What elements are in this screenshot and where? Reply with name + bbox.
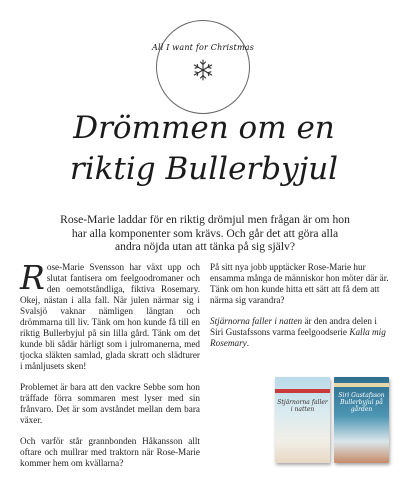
snowflake-icon	[192, 59, 214, 86]
lead-paragraph: Rose-Marie laddar för en riktig drömjul men frågan är om hon har alla komponenter som krävs. Och går det att göra alla andra nöjda utan att tänka på sig själv?	[60, 213, 350, 253]
christmas-badge	[151, 20, 255, 114]
title-line-2: riktig Bullerbyjul	[69, 151, 339, 187]
article-title	[0, 108, 408, 190]
series-title-text: Kalla mig Rosemary	[210, 327, 386, 348]
right-column	[210, 262, 390, 359]
left-column	[20, 258, 200, 479]
book-cover-2	[334, 377, 389, 463]
right-paragraph-1: På sitt nya jobb upptäcker Rose-Marie hur ensamma många de människor hon möter där är. Tänk om hon kunde hitta ett sätt att få dem att närma sig varandra?	[210, 262, 389, 305]
book-1-band	[275, 389, 330, 393]
right-paragraph-2-end: .	[246, 338, 250, 348]
drop-cap: R	[20, 258, 45, 297]
left-paragraph-3: Och varför står grannbonden Håkansson allt oftare och mullrar med traktorn när Rose-Marie kommer hem om kvällarna?	[20, 436, 200, 468]
right-paragraph-2-mid: är den andra delen i Siri Gustafssons varma feelgoodserie	[210, 316, 377, 337]
title-line-1: Drömmen om en	[73, 110, 335, 146]
book-2-title: Siri Gustafsson Bullerbyjul på gården	[338, 392, 385, 413]
book-1-title: Stjärnorna faller i natten	[277, 399, 328, 413]
book-2-band	[334, 383, 389, 387]
left-paragraph-1-text: ose-Marie Svensson har växt upp och slutat fantisera om feelgoodromaner och den oemotståndliga, fiktiva Rosemary. Okej, nästan i alla fall. När julen närmar sig i Svalsjö vaknar nämligen längtan och drömmarna till liv. Tänk om hon kunde få till en riktig Bullerbyjul på sin lilla gård. Tänk om det kunde bli sådär härligt som i julromanerna, med tjocka släkten samlad, glada skratt och slädturer i månljusets sken!	[20, 262, 200, 371]
book-title-text: Stjärnorna faller i natten	[210, 316, 303, 326]
badge-text: All I want for Christmas	[151, 43, 255, 52]
left-paragraph-1	[20, 258, 200, 372]
left-paragraph-2: Problemet är bara att den vackre Sebbe som hon träffade förra sommaren mest lyser med sin frånvaro. Det är som avståndet mellan dem bara växer.	[20, 382, 200, 425]
book-cover-1	[275, 377, 330, 463]
right-paragraph-2	[210, 316, 390, 349]
